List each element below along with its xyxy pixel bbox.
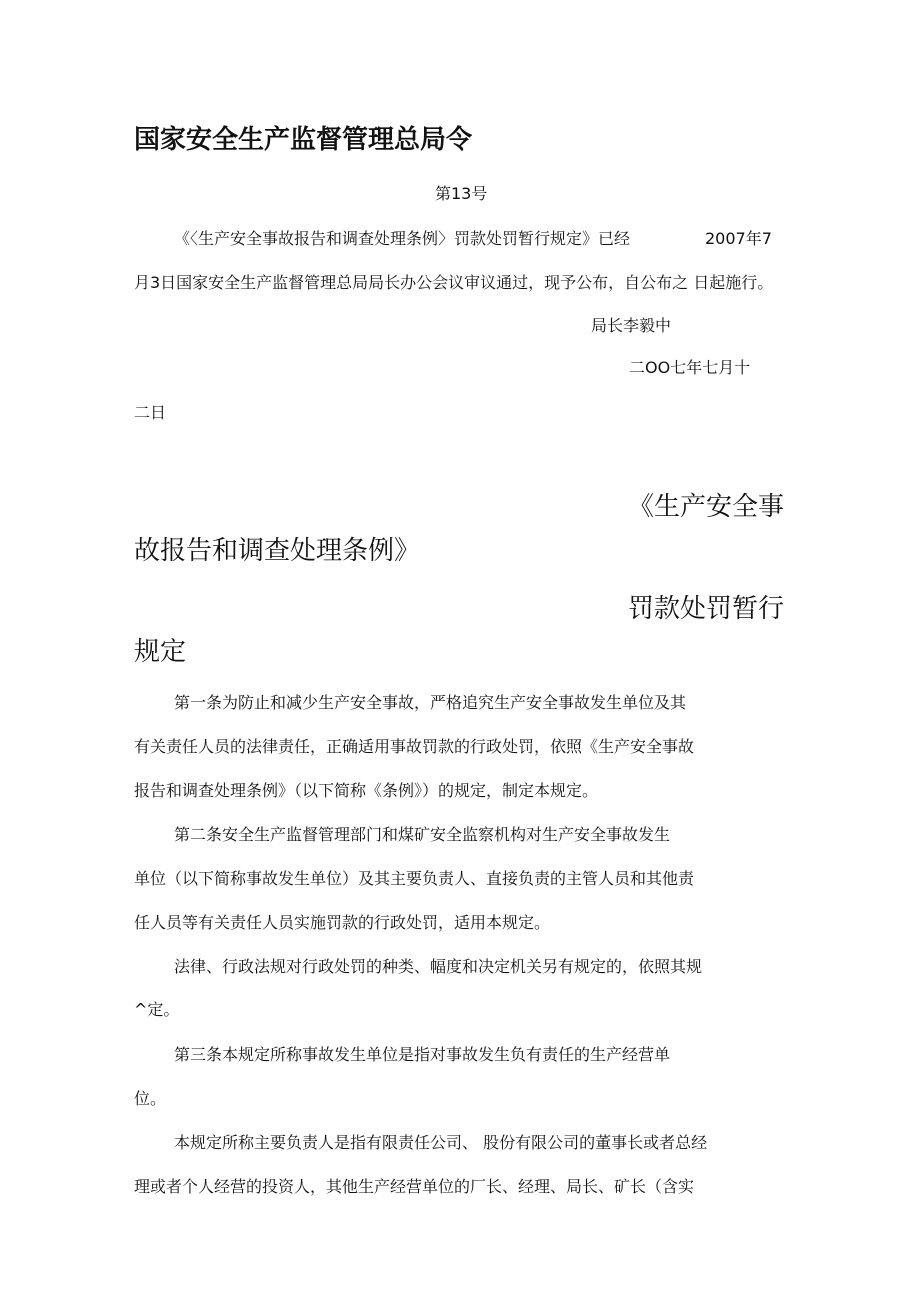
date-line-2: 二日 bbox=[134, 403, 167, 422]
article-1-line-3: 报告和调查处理条例》（以下简称《条例》）的规定，制定本规定。 bbox=[134, 781, 599, 800]
regulation-title-line-2: 故报告和调查处理条例》 bbox=[134, 536, 421, 566]
article-2-note-line-2: ^定。 bbox=[134, 1000, 180, 1019]
preamble-line-1a: 《〈生产安全事故报告和调查处理条例〉罚款处罚暂行规定》已经 bbox=[174, 229, 631, 248]
article-2-line-1: 第二条安全生产监督管理部门和煤矿安全监察机构对生产安全事故发生 bbox=[174, 825, 671, 844]
article-2-line-2: 单位（以下简称事故发生单位）及其主要负责人、直接负责的主管人员和其他责 bbox=[134, 869, 695, 888]
article-3-line-2: 位。 bbox=[134, 1089, 167, 1108]
order-number: 第13号 bbox=[435, 184, 488, 203]
preamble-line-1b: 2007年7 bbox=[705, 229, 772, 248]
article-3-note-line-1: 本规定所称主要负责人是指有限责任公司、 股份有限公司的董事长或者总经 bbox=[174, 1133, 708, 1152]
article-3-line-1: 第三条本规定所称事故发生单位是指对事故发生负有责任的生产经营单 bbox=[174, 1045, 671, 1064]
date-line-1: 二OO七年七月十 bbox=[629, 358, 751, 377]
article-2-note-line-1: 法律、行政法规对行政处罚的种类、幅度和决定机关另有规定的，依照其规 bbox=[174, 957, 703, 976]
article-2-line-3: 任人员等有关责任人员实施罚款的行政处罚，适用本规定。 bbox=[134, 913, 551, 932]
regulation-title-line-3: 罚款处罚暂行 bbox=[628, 594, 785, 624]
regulation-title-line-4: 规定 bbox=[134, 637, 187, 667]
article-1-line-1: 第一条为防止和减少生产安全事故，严格追究生产安全事故发生单位及其 bbox=[174, 693, 687, 712]
article-3-note-line-2: 理或者个人经营的投资人，其他生产经营单位的厂长、经理、局长、矿长（含实 bbox=[134, 1177, 695, 1196]
order-title: 国家安全生产监督管理总局令 bbox=[134, 125, 473, 155]
article-1-line-2: 有关责任人员的法律责任，正确适用事故罚款的行政处罚，依照《生产安全事故 bbox=[134, 737, 695, 756]
preamble-line-2: 月3日国家安全生产监督管理总局局长办公会议审议通过，现予公布，自公布之 日起施行。 bbox=[134, 273, 774, 292]
signature: 局长李毅中 bbox=[591, 316, 672, 335]
regulation-title-line-1: 《生产安全事 bbox=[628, 492, 785, 522]
